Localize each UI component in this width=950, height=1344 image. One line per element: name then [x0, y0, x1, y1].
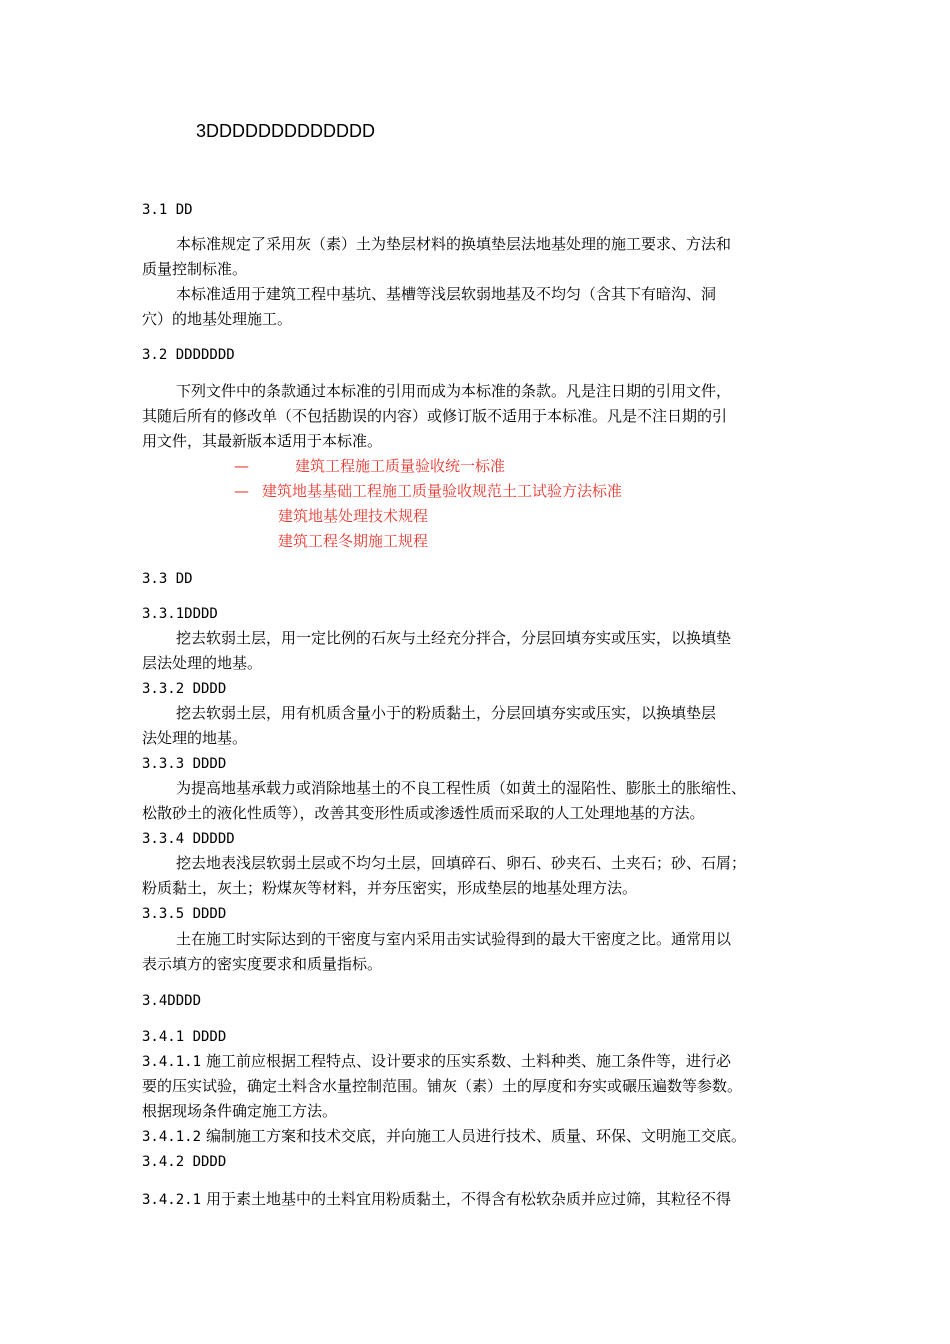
- clause-number: 3.4.2.1: [142, 1192, 202, 1208]
- paragraph-line: 挖去软弱土层，用一定比例的石灰与土经充分拌合，分层回填夯实或压实，以换填垫: [176, 629, 732, 647]
- paragraph-line: 质量控制标准。: [142, 260, 248, 278]
- paragraph-line: 要的压实试验，确定土料含水量控制范围。铺灰（素）土的厚度和夯实或碾压遍数等参数。: [142, 1077, 743, 1095]
- paragraph-line: 法处理的地基。: [142, 729, 248, 747]
- paragraph-line: 编制施工方案和技术交底，并向施工人员进行技术、质量、环保、文明施工交底。: [206, 1127, 747, 1145]
- section-heading-3-2: 3.2 DDDDDDD: [142, 347, 235, 363]
- subsection-heading: 3.4.1 DDDD: [142, 1029, 227, 1045]
- reference-item: 建筑工程施工质量验收统一标准: [295, 457, 506, 475]
- paragraph-line: 为提高地基承载力或消除地基土的不良工程性质（如黄土的湿陷性、膨胀土的胀缩性、: [176, 779, 747, 797]
- section-heading-3-3: 3.3 DD: [142, 571, 193, 587]
- subsection-heading: 3.3.2 DDDD: [142, 681, 227, 697]
- reference-item: 建筑工程冬期施工规程: [278, 532, 429, 550]
- paragraph-line: 本标准适用于建筑工程中基坑、基槽等浅层软弱地基及不均匀（含其下有暗沟、洞: [176, 285, 717, 303]
- paragraph-line: 其随后所有的修改单（不包括勘误的内容）或修订版不适用于本标准。凡是不注日期的引: [142, 407, 728, 425]
- paragraph-line: 用于素土地基中的土料宜用粉质黏土，不得含有松软杂质并应过筛，其粒径不得: [206, 1190, 732, 1208]
- subsection-heading: 3.3.4 DDDDD: [142, 831, 235, 847]
- paragraph-line: 挖去软弱土层，用有机质含量小于的粉质黏土，分层回填夯实或压实，以换填垫层: [176, 704, 717, 722]
- paragraph-line: 松散砂土的液化性质等），改善其变形性质或渗透性质而采取的人工处理地基的方法。: [142, 804, 705, 822]
- reference-dash: —: [234, 482, 249, 500]
- paragraph-line: 本标准规定了采用灰（素）土为垫层材料的换填垫层法地基处理的施工要求、方法和: [176, 235, 732, 253]
- section-heading-3-4: 3.4DDDD: [142, 993, 202, 1009]
- subsection-heading: 3.3.1DDDD: [142, 606, 218, 622]
- paragraph-line: 下列文件中的条款通过本标准的引用而成为本标准的条款。凡是注日期的引用文件，: [176, 382, 732, 400]
- chapter-title: 3DDDDDDDDDDDDD: [196, 121, 375, 141]
- paragraph-line: 表示填方的密实度要求和质量指标。: [142, 955, 383, 973]
- section-heading-3-1: 3.1 DD: [142, 202, 193, 218]
- paragraph-line: 粉质黏土，灰土；粉煤灰等材料，并夯压密实，形成垫层的地基处理方法。: [142, 879, 638, 897]
- reference-item: 建筑地基处理技术规程: [278, 507, 429, 525]
- subsection-heading: 3.4.2 DDDD: [142, 1154, 227, 1170]
- paragraph-line: 层法处理的地基。: [142, 654, 263, 672]
- reference-item: 建筑地基基础工程施工质量验收规范土工试验方法标准: [262, 482, 623, 500]
- paragraph-line: 穴）的地基处理施工。: [142, 310, 293, 328]
- paragraph-line: 土在施工时实际达到的干密度与室内采用击实试验得到的最大干密度之比。通常用以: [176, 930, 732, 948]
- reference-dash: —: [234, 457, 249, 475]
- paragraph-line: 根据现场条件确定施工方法。: [142, 1102, 338, 1120]
- paragraph-line: 用文件，其最新版本适用于本标准。: [142, 432, 383, 450]
- clause-number: 3.4.1.1: [142, 1054, 202, 1070]
- subsection-heading: 3.3.3 DDDD: [142, 756, 227, 772]
- subsection-heading: 3.3.5 DDDD: [142, 906, 227, 922]
- clause-number: 3.4.1.2: [142, 1129, 202, 1145]
- paragraph-line: 挖去地表浅层软弱土层或不均匀土层，回填碎石、卵石、砂夹石、土夹石；砂、石屑；: [176, 854, 747, 872]
- paragraph-line: 施工前应根据工程特点、设计要求的压实系数、土料种类、施工条件等，进行必: [206, 1052, 732, 1070]
